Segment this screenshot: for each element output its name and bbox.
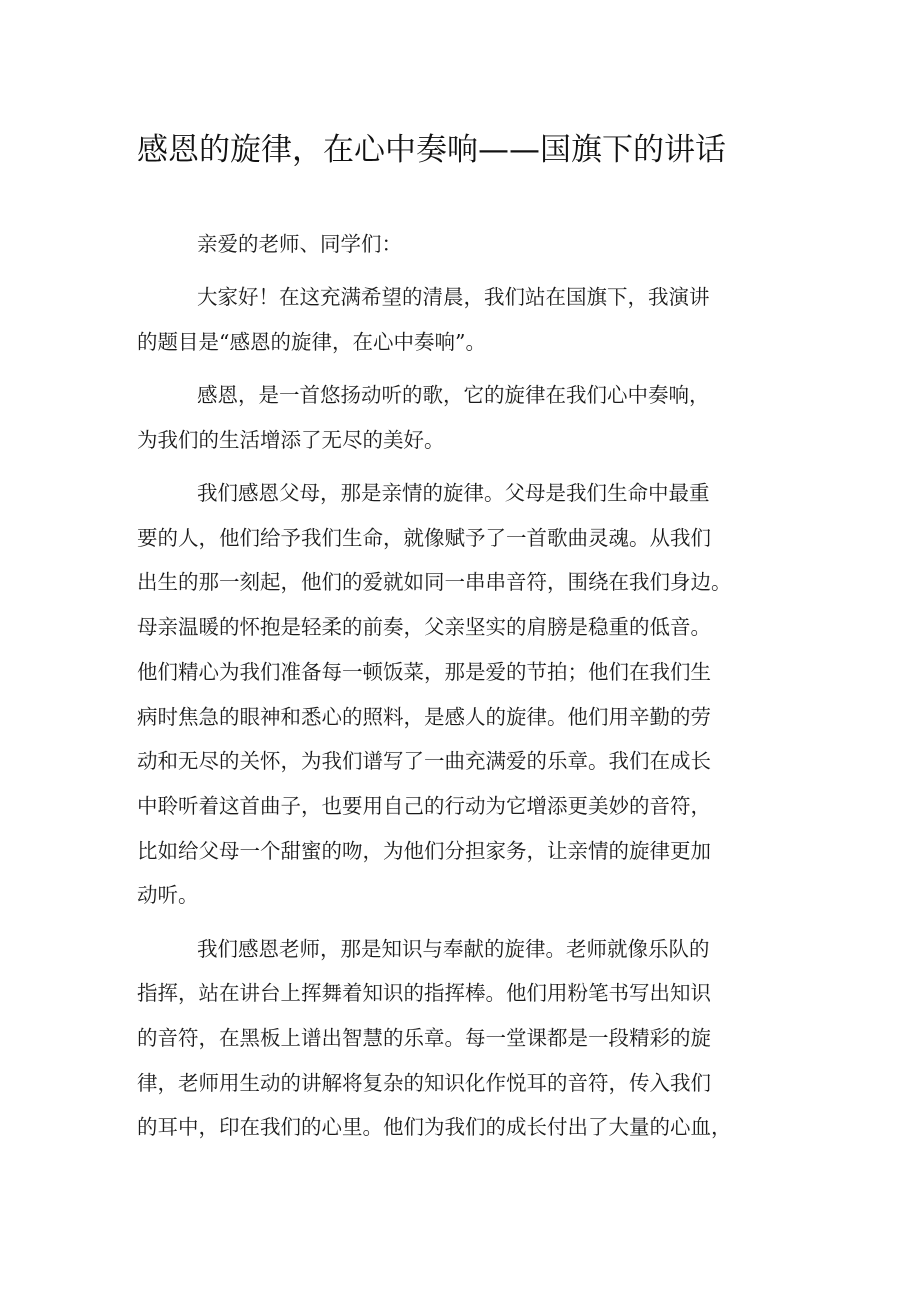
paragraph-theme <box>137 373 797 462</box>
text-line: 大家好！在这充满希望的清晨，我们站在国旗下，我演讲 <box>197 285 710 310</box>
paragraph-teachers <box>137 927 797 1151</box>
page-title: 感恩的旋律，在心中奏响——国旗下的讲话 <box>137 132 726 168</box>
text-line: 亲爱的老师、同学们： <box>197 232 402 256</box>
text-line: 比如给父母一个甜蜜的吻，为他们分担家务，让亲情的旋律更加 <box>137 838 711 863</box>
paragraph-parents <box>137 471 797 918</box>
text-line: 动听。 <box>137 883 199 908</box>
text-line: 中聆听着这首曲子，也要用自己的行动为它增添更美妙的音符， <box>137 793 711 818</box>
text-line: 动和无尽的关怀，为我们谱写了一曲充满爱的乐章。我们在成长 <box>137 749 711 774</box>
text-line: 律，老师用生动的讲解将复杂的知识化作悦耳的音符，传入我们 <box>137 1070 711 1095</box>
text-line: 的音符，在黑板上谱出智慧的乐章。每一堂课都是一段精彩的旋 <box>137 1025 711 1050</box>
text-line: 为我们的生活增添了无尽的美好。 <box>137 427 445 452</box>
text-line: 的耳中，印在我们的心里。他们为我们的成长付出了大量的心血， <box>137 1115 732 1140</box>
text-line: 病时焦急的眼神和悉心的照料，是感人的旋律。他们用辛勤的劳 <box>137 704 711 729</box>
text-line: 母亲温暖的怀抱是轻柔的前奏，父亲坚实的肩膀是稳重的低音。 <box>137 615 711 640</box>
text-line: 我们感恩老师，那是知识与奉献的旋律。老师就像乐队的 <box>197 936 710 961</box>
text-line: 指挥，站在讲台上挥舞着知识的指挥棒。他们用粉笔书写出知识 <box>137 981 711 1006</box>
speech-body <box>137 222 797 1159</box>
paragraph-introduction <box>137 275 797 364</box>
text-line: 我们感恩父母，那是亲情的旋律。父母是我们生命中最重 <box>197 481 710 506</box>
text-line: 的题目是“感恩的旋律，在心中奏响”。 <box>137 329 486 354</box>
text-line: 要的人，他们给予我们生命，就像赋予了一首歌曲灵魂。从我们 <box>137 525 711 550</box>
text-line: 他们精心为我们准备每一顿饭菜，那是爱的节拍；他们在我们生 <box>137 659 711 684</box>
paragraph-greeting <box>137 222 797 267</box>
text-line: 感恩，是一首悠扬动听的歌，它的旋律在我们心中奏响， <box>197 383 710 408</box>
text-line: 出生的那一刻起，他们的爱就如同一串串音符，围绕在我们身边。 <box>137 570 732 595</box>
